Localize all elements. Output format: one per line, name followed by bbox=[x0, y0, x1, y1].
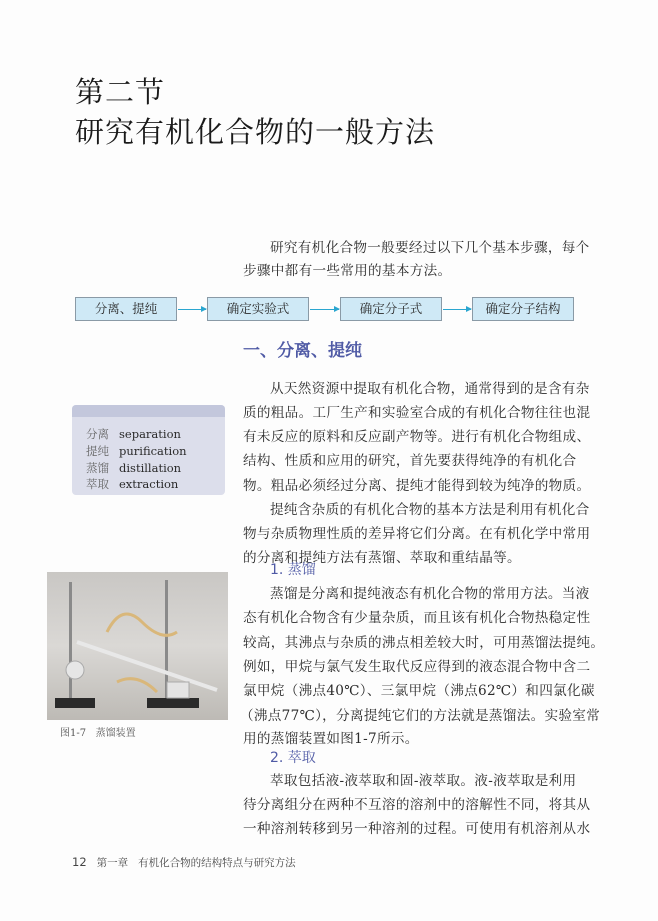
arrow-icon bbox=[178, 309, 206, 310]
figure-number: 图1-7 bbox=[60, 728, 87, 739]
para-line: 的分离和提纯方法有蒸馏、萃取和重结晶等。 bbox=[243, 550, 521, 566]
section-label: 第二节 bbox=[75, 75, 166, 109]
intro-line: 步骤中都有一些常用的基本方法。 bbox=[243, 263, 452, 279]
para-line: （沸点77℃），分离提纯它们的方法就是蒸馏法。实验室常 bbox=[240, 708, 601, 724]
para-line: 提纯含杂质的有机化合物的基本方法是利用有机化合 bbox=[270, 502, 590, 518]
flow-step-molecular-structure: 确定分子结构 bbox=[472, 297, 574, 321]
page-footer bbox=[72, 855, 296, 871]
subheading-distillation: 1. 蒸馏 bbox=[270, 562, 316, 578]
section-title: 研究有机化合物的一般方法 bbox=[75, 115, 436, 149]
glossary-zh: 提纯 bbox=[86, 444, 109, 458]
glossary-box bbox=[72, 405, 225, 495]
flow-step-separation: 分离、提纯 bbox=[75, 297, 177, 321]
flow-step-empirical-formula: 确定实验式 bbox=[207, 297, 309, 321]
para-line: 结构、性质和应用的研究，首先要获得纯净的有机化合 bbox=[243, 453, 577, 469]
para-line: 待分离组分在两种不互溶的溶剂中的溶解性不同，将其从 bbox=[243, 797, 591, 813]
para-line: 较高，其沸点与杂质的沸点相差较大时，可用蒸馏法提纯。 bbox=[243, 635, 605, 651]
para-line: 态有机化合物含有少量杂质，而且该有机化合物热稳定性 bbox=[243, 610, 591, 626]
figure-caption bbox=[60, 727, 136, 740]
glossary-zh: 分离 bbox=[86, 427, 109, 441]
glossary-item bbox=[86, 477, 178, 491]
glossary-en: extraction bbox=[119, 477, 179, 491]
arrow-icon bbox=[443, 309, 471, 310]
glossary-item bbox=[86, 427, 181, 441]
para-line: 从天然资源中提取有机化合物，通常得到的是含有杂 bbox=[270, 381, 590, 397]
intro-line: 研究有机化合物一般要经过以下几个基本步骤，每个 bbox=[270, 240, 590, 256]
para-line: 物与杂质物理性质的差异将它们分离。在有机化学中常用 bbox=[243, 526, 591, 542]
glossary-en: distillation bbox=[119, 461, 182, 475]
para-line: 萃取包括液-液萃取和固-液萃取。液-液萃取是利用 bbox=[270, 773, 577, 789]
distillation-apparatus-illustration bbox=[47, 572, 228, 720]
glossary-header-band bbox=[72, 405, 225, 417]
para-line: 有未反应的原料和反应副产物等。进行有机化合物组成、 bbox=[243, 429, 591, 445]
para-line: 蒸馏是分离和提纯液态有机化合物的常用方法。当液 bbox=[270, 586, 590, 602]
glossary-en: separation bbox=[119, 427, 181, 441]
glossary-zh: 蒸馏 bbox=[86, 461, 109, 475]
chapter-title: 有机化合物的结构特点与研究方法 bbox=[138, 857, 296, 869]
flow-step-molecular-formula: 确定分子式 bbox=[340, 297, 442, 321]
glossary-zh: 萃取 bbox=[86, 477, 109, 491]
para-line: 一种溶剂转移到另一种溶剂的过程。可使用有机溶剂从水 bbox=[243, 821, 591, 837]
para-line: 用的蒸馏装置如图1-7所示。 bbox=[243, 731, 419, 747]
page-number: 12 bbox=[72, 855, 87, 869]
heading-separation: 一、分离、提纯 bbox=[243, 341, 362, 361]
chapter-label: 第一章 bbox=[96, 857, 129, 869]
distillation-apparatus-photo bbox=[47, 572, 228, 720]
figure-caption-text: 蒸馏装置 bbox=[95, 728, 136, 739]
para-line: 质的粗品。工厂生产和实验室合成的有机化合物往往也混 bbox=[243, 405, 591, 421]
glossary-item bbox=[86, 461, 181, 475]
glossary-en: purification bbox=[119, 444, 187, 458]
glossary-item bbox=[86, 444, 187, 458]
para-line: 氯甲烷（沸点40℃）、三氯甲烷（沸点62℃）和四氯化碳 bbox=[243, 683, 595, 699]
subheading-extraction: 2. 萃取 bbox=[270, 750, 316, 766]
para-line: 物。粗品必须经过分离、提纯才能得到较为纯净的物质。 bbox=[243, 478, 591, 494]
para-line: 例如，甲烷与氯气发生取代反应得到的液态混合物中含二 bbox=[243, 659, 591, 675]
arrow-icon bbox=[310, 309, 339, 310]
